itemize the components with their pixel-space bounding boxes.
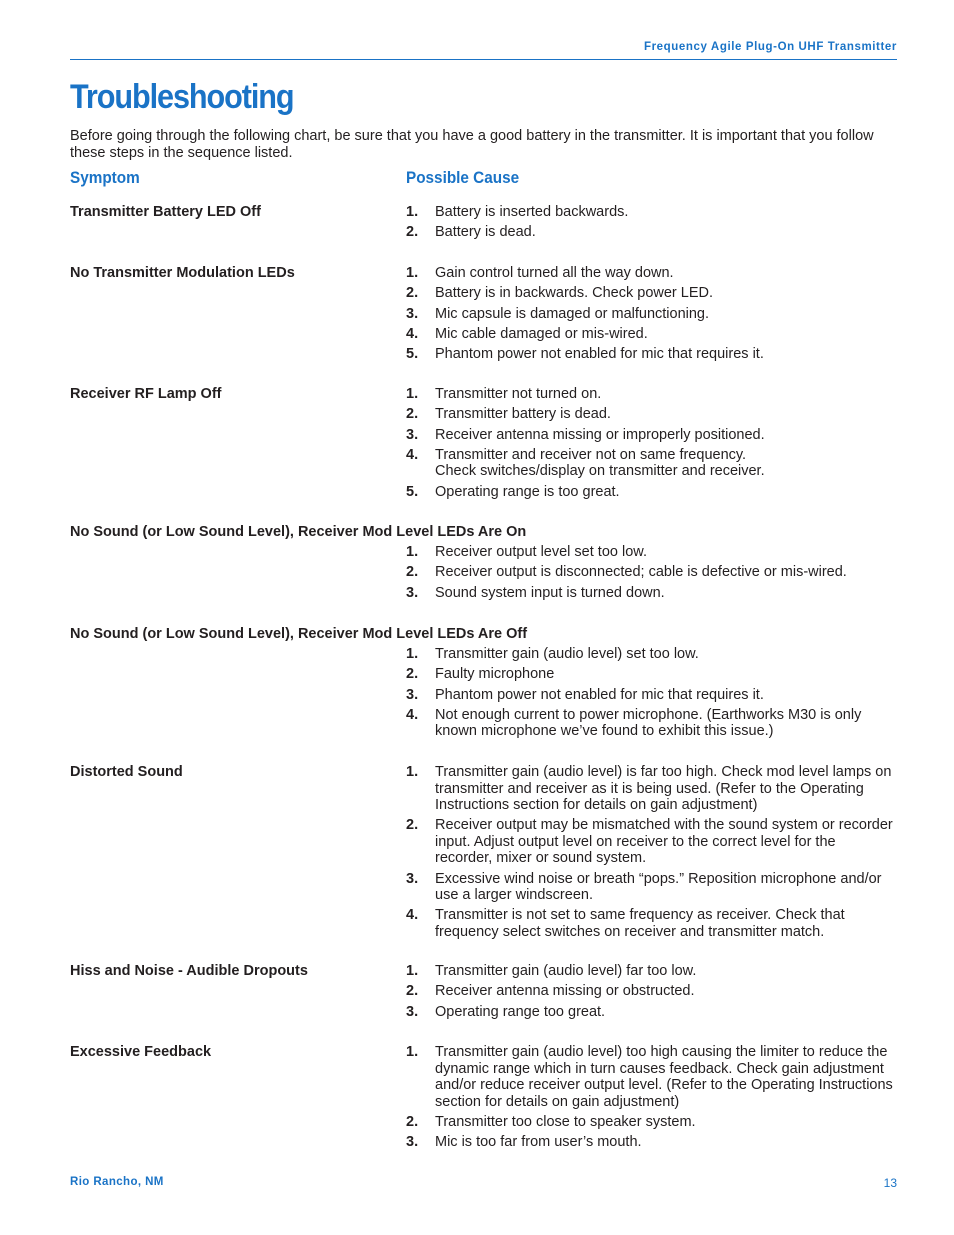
symptom-label: Excessive Feedback [70,1044,212,1060]
cause-item [406,666,896,683]
cause-text: Not enough current to power microphone. (Earthworks M30 is only known microphone we’ve found to exhibit this issue.) [435,706,862,740]
cause-number: 1. [406,544,419,560]
cause-number: 1. [406,265,419,281]
cause-number: 1. [406,386,419,402]
cause-list [406,265,896,366]
cause-item [406,963,896,980]
cause-text: Receiver antenna missing or obstructed. [435,983,695,1000]
cause-text: Battery is inserted backwards. [435,204,629,220]
cause-item [406,285,896,302]
cause-item [406,204,896,221]
cause-text: Mic capsule is damaged or malfunctioning. [435,305,710,322]
cause-list [406,646,896,744]
symptom-label: Transmitter Battery LED Off [70,204,261,220]
intro-paragraph: Before going through the following chart, be sure that you have a good battery in the transmitter. It is important that you follow these steps in the sequence listed. [70,128,874,161]
cause-item [406,1004,896,1021]
cause-text: Phantom power not enabled for mic that requires it. [435,346,764,363]
symptom-label: Distorted Sound [70,764,183,780]
cause-item [406,326,896,343]
footer-location: Rio Rancho, NM [70,1176,164,1188]
cause-item [406,1114,896,1131]
cause-number: 3. [406,1134,419,1151]
cause-text: Phantom power not enabled for mic that requires it. [435,686,764,703]
header-rule [70,59,897,60]
cause-list [406,204,896,245]
cause-text: Transmitter too close to speaker system. [435,1113,696,1130]
cause-text: Receiver antenna missing or improperly positioned. [435,426,765,443]
cause-number: 2. [406,983,419,1000]
cause-text: Operating range is too great. [435,483,620,500]
cause-number: 3. [406,584,419,601]
cause-text: Excessive wind noise or breath “pops.” Reposition microphone and/or use a larger windscreen. [435,870,882,904]
cause-text: Faulty microphone [435,666,555,683]
cause-text: Sound system input is turned down. [435,584,665,601]
cause-number: 2. [406,666,419,683]
cause-text: Mic is too far from user’s mouth. [435,1134,642,1151]
cause-number: 1. [406,1044,419,1060]
cause-item [406,907,896,940]
cause-text: Receiver output level set too low. [435,544,647,560]
cause-text: Transmitter not turned on. [435,386,602,402]
cause-number: 2. [406,285,419,302]
cause-column-header: Possible Cause [406,168,520,187]
cause-number: 4. [406,325,419,342]
cause-number: 5. [406,483,419,500]
cause-list [406,544,896,605]
cause-number: 1. [406,646,419,662]
cause-item [406,386,896,403]
cause-number: 2. [406,1113,419,1130]
cause-text: Transmitter is not set to same frequency as receiver. Check that frequency select switches on receiver and transmitter match. [435,907,845,940]
cause-text: Transmitter gain (audio level) too high causing the limiter to reduce the dynamic range which in turn causes feedback. Check gain adjustment and/or reduce receiver output level. (Refer to the Operating Instructions section for details on gain adjustment) [435,1044,893,1110]
symptom-label: No Sound (or Low Sound Level), Receiver Mod Level LEDs Are Off [70,626,528,642]
symptom-label: No Transmitter Modulation LEDs [70,265,295,281]
cause-number: 1. [406,204,419,220]
page-number: 13 [883,1176,897,1190]
cause-item [406,1134,896,1151]
cause-item [406,346,896,363]
cause-text: Transmitter battery is dead. [435,406,611,423]
cause-list [406,1044,896,1154]
cause-item [406,707,896,740]
symptom-label: No Sound (or Low Sound Level), Receiver Mod Level LEDs Are On [70,524,527,540]
cause-text: Transmitter gain (audio level) far too low. [435,963,697,979]
cause-list [406,963,896,1024]
cause-item [406,585,896,602]
header-title: Frequency Agile Plug-On UHF Transmitter [643,41,897,53]
cause-item [406,687,896,704]
cause-number: 2. [406,564,419,581]
cause-number: 4. [406,446,419,463]
cause-text: Battery is dead. [435,224,536,241]
cause-item [406,447,896,480]
page-title: Troubleshooting [70,78,294,116]
cause-item [406,871,896,904]
cause-item [406,427,896,444]
cause-text: Transmitter gain (audio level) is far too high. Check mod level lamps on transmitter and receiver as it is being used. (Refer to the Operating Instructions section for details on gain adjustment) [435,764,892,813]
cause-number: 3. [406,686,419,703]
cause-number: 3. [406,426,419,443]
cause-number: 1. [406,764,419,780]
cause-text: Battery is in backwards. Check power LED. [435,285,714,302]
cause-number: 3. [406,305,419,322]
cause-text: Receiver output is disconnected; cable is defective or mis-wired. [435,564,847,581]
cause-number: 2. [406,817,419,834]
cause-item [406,224,896,241]
cause-text: Gain control turned all the way down. [435,265,674,281]
cause-item [406,306,896,323]
symptom-column-header: Symptom [70,168,140,187]
cause-item [406,817,896,867]
cause-number: 3. [406,870,419,887]
cause-number: 2. [406,224,419,241]
cause-text: Transmitter and receiver not on same frequency. Check switches/display on transmitter and receiver. [435,446,765,480]
cause-list [406,386,896,504]
symptom-label: Receiver RF Lamp Off [70,386,222,402]
cause-item [406,764,896,814]
cause-item [406,646,896,663]
cause-number: 4. [406,907,419,924]
cause-number: 3. [406,1003,419,1020]
cause-text: Operating range too great. [435,1003,606,1020]
cause-list [406,764,896,944]
cause-item [406,983,896,1000]
cause-number: 5. [406,346,419,363]
cause-number: 2. [406,406,419,423]
cause-text: Transmitter gain (audio level) set too low. [435,646,699,662]
cause-item [406,484,896,501]
cause-number: 4. [406,706,419,723]
cause-item [406,564,896,581]
cause-item [406,544,896,561]
cause-text: Receiver output may be mismatched with the sound system or recorder input. Adjust output level on receiver to the correct level for the recorder, mixer or sound system. [435,817,893,867]
cause-number: 1. [406,963,419,979]
cause-item [406,406,896,423]
cause-text: Mic cable damaged or mis-wired. [435,325,648,342]
cause-item [406,1044,896,1110]
cause-item [406,265,896,282]
symptom-label: Hiss and Noise - Audible Dropouts [70,963,308,979]
